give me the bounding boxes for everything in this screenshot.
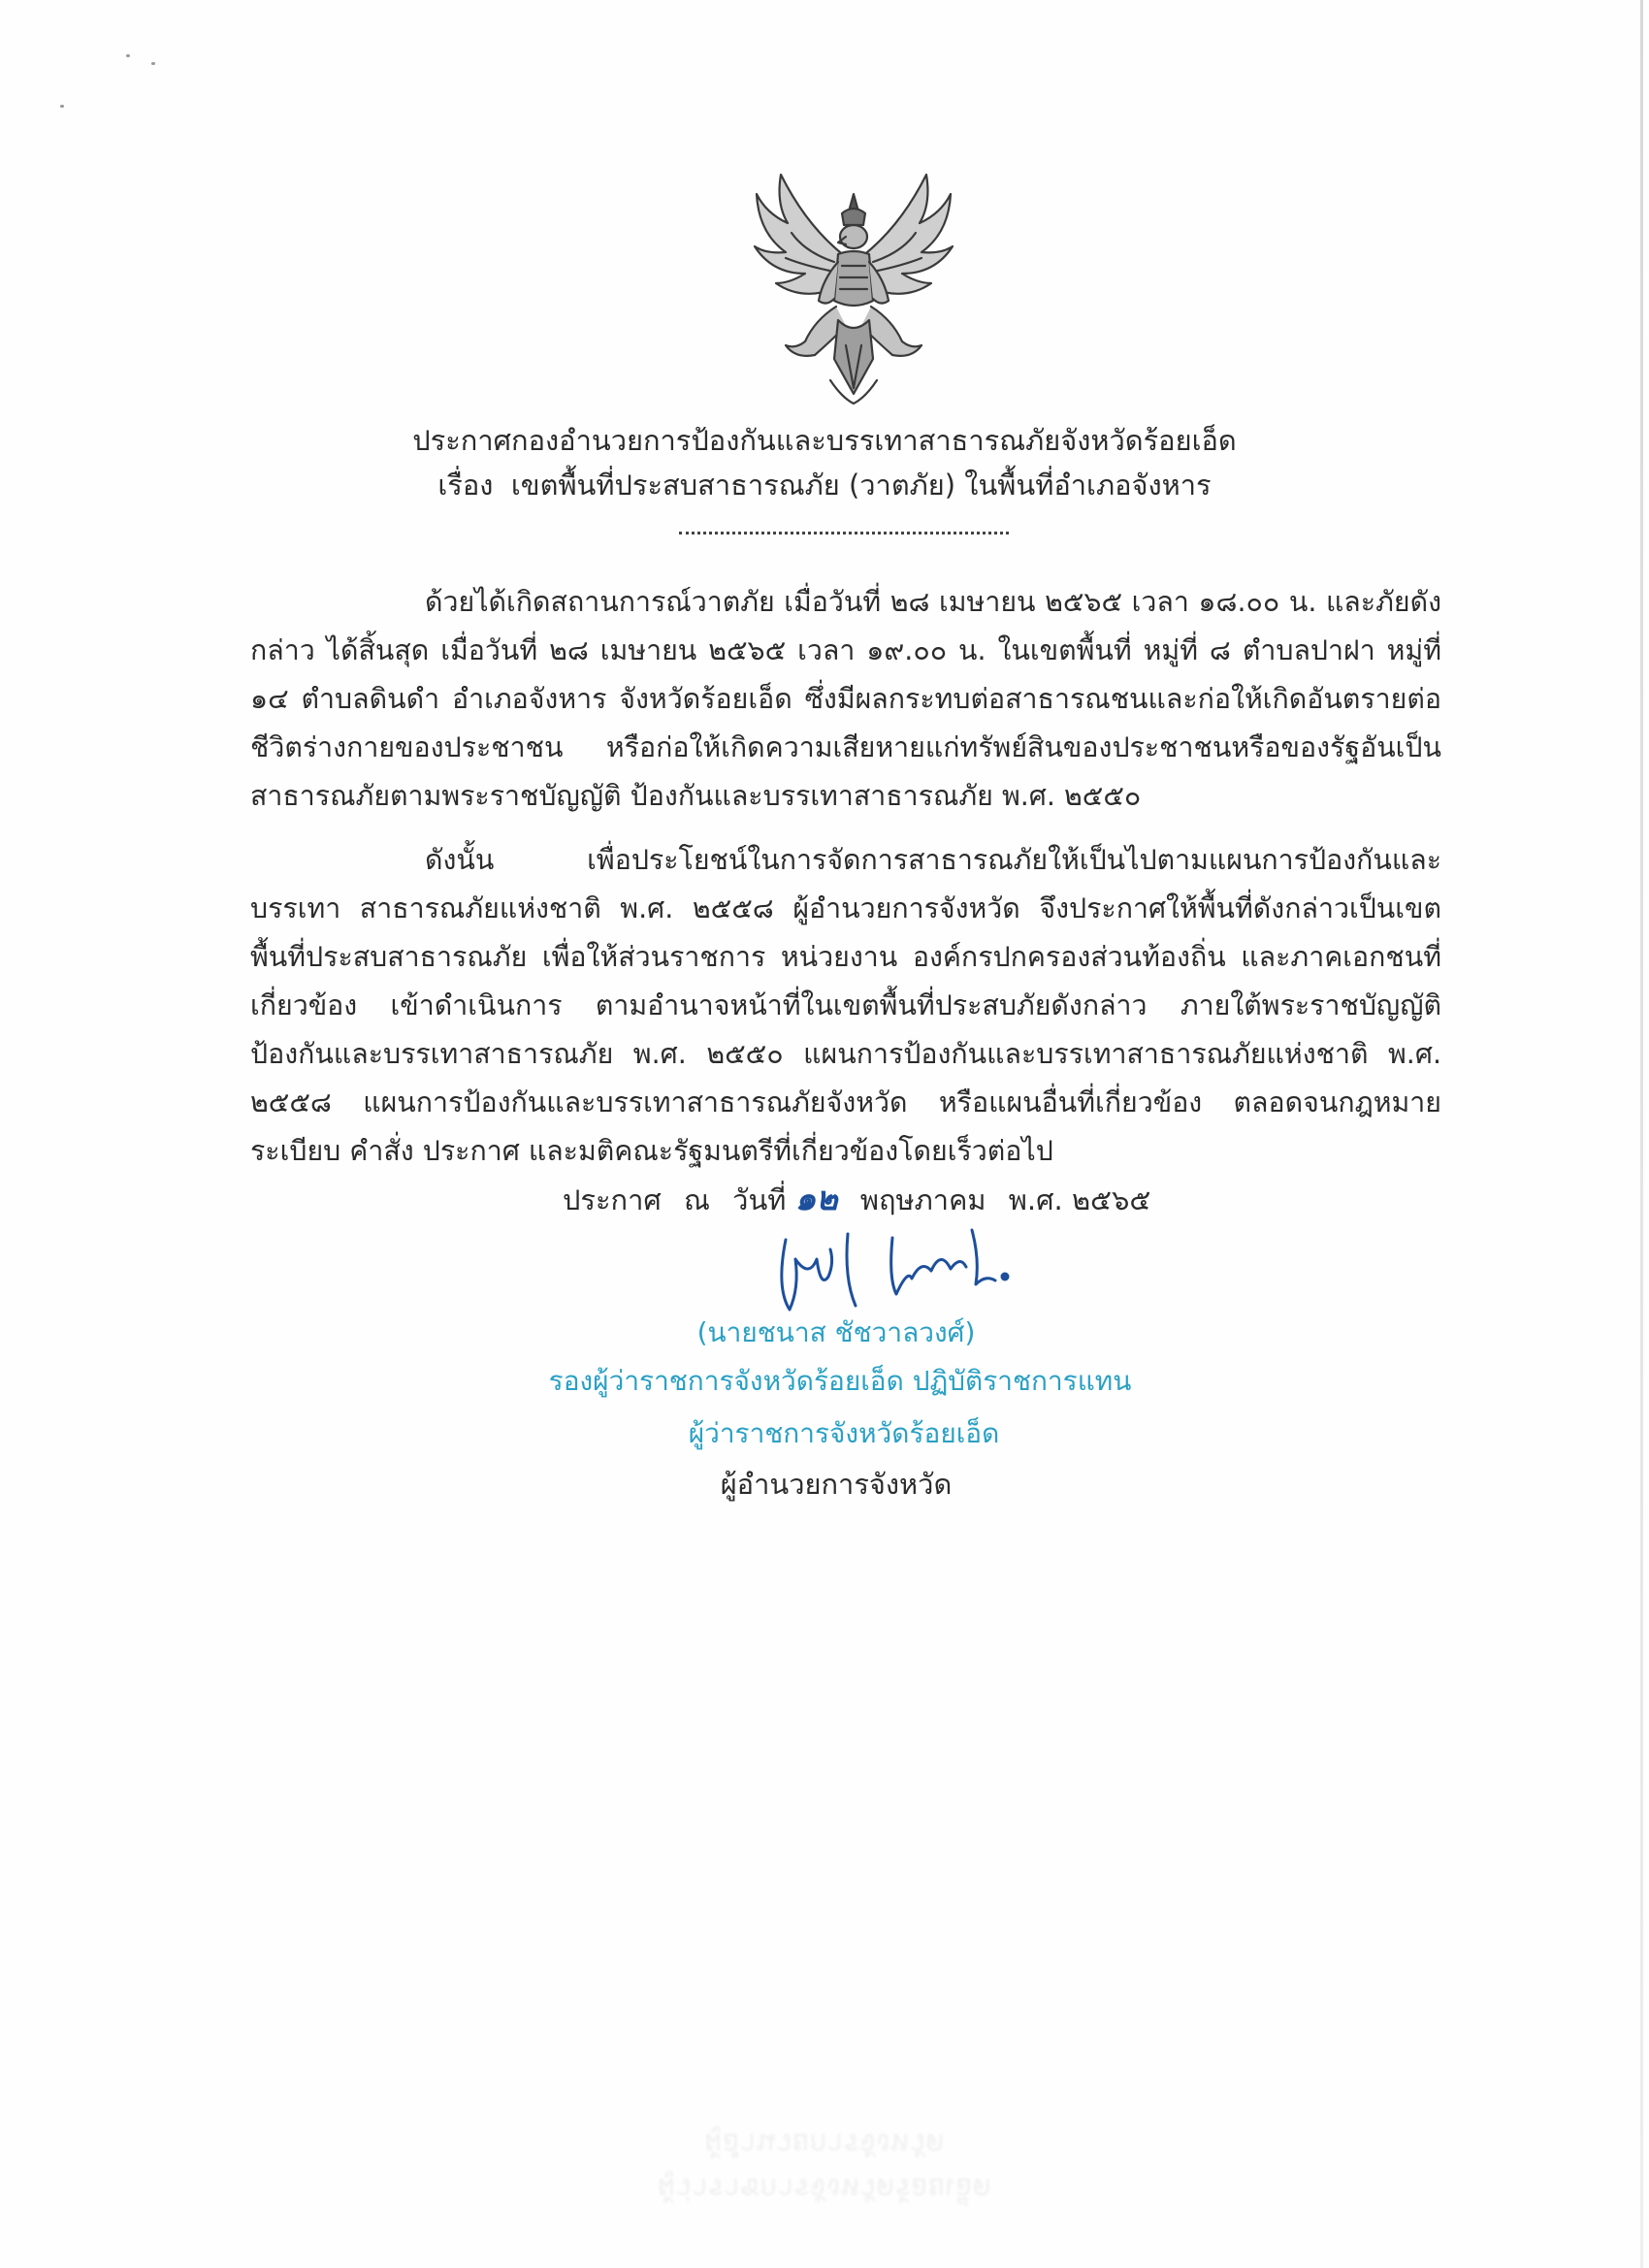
signatory-position: ผู้อำนวยการจังหวัด bbox=[720, 1468, 953, 1501]
body-paragraph-1: ด้วยได้เกิดสถานการณ์วาตภัย เมื่อวันที่ ๒๘ เมษายน ๒๕๖๕ เวลา ๑๘.๐๐ น. และภัยดังกล่าว ได้สิ้นสุด เมื่อวันที่ ๒๘ เมษายน ๒๕๖๕ เวลา ๑๙.๐๐ น. ในเขตพื้นที่ หมู่ที่ ๘ ตำบลปาฝา หมู่ที่ ๑๔ ตำบลดินดำ อำเภอจังหาร จังหวัดร้อยเอ็ด ซึ่งมีผลกระทบต่อสาธารณชนและก่อให้เกิดอันตรายต่อชีวิตร่างกายของประชาชน หรือก่อให้เกิดความเสียหายแก่ทรัพย์สินของประชาชนหรือของรัฐอันเป็นสาธารณภัยตามพระราชบัญญัติ ป้องกันและบรรเทาสาธารณภัย พ.ศ. ๒๕๕๐ bbox=[250, 586, 1441, 812]
date-day: ๑๒ bbox=[794, 1180, 838, 1218]
scan-edge bbox=[1640, 0, 1643, 2268]
date-month: พฤษภาคม bbox=[859, 1183, 986, 1216]
scan-speck bbox=[151, 62, 155, 65]
scan-speck bbox=[60, 105, 64, 108]
signatory-title-line-1: รองผู้ว่าราชการจังหวัดร้อยเอ็ด ปฏิบัติราชการแทน bbox=[548, 1365, 1132, 1397]
date-day-label: วันที่ bbox=[732, 1183, 787, 1216]
announcement-date bbox=[563, 1178, 1150, 1221]
bleed-through-text: ผู้ว่าราชการจังหวัดร้อยเอ็ด bbox=[658, 2171, 991, 2205]
scan-speck bbox=[126, 54, 130, 57]
title-separator bbox=[679, 532, 1009, 535]
subject-label: เรื่อง bbox=[437, 469, 494, 502]
signatory-name: (นายชนาส ชัชวาลวงศ์) bbox=[696, 1316, 976, 1348]
garuda-emblem-icon bbox=[737, 165, 970, 407]
bleed-through-text: ผู้อำนวยการจังหวัด bbox=[704, 2126, 945, 2160]
date-at: ณ bbox=[684, 1183, 710, 1216]
date-prefix: ประกาศ bbox=[563, 1183, 662, 1216]
announcement-title: ประกาศกองอำนวยการป้องกันและบรรเทาสาธารณภัยจังหวัดร้อยเอ็ด bbox=[412, 424, 1237, 457]
signatory-title-line-2: ผู้ว่าราชการจังหวัดร้อยเอ็ด bbox=[688, 1417, 1000, 1449]
handwritten-signature bbox=[766, 1220, 1057, 1327]
subject-text: เขตพื้นที่ประสบสาธารณภัย (วาตภัย) ในพื้นที่อำเภอจังหาร bbox=[510, 469, 1212, 502]
body-paragraph-2: ดังนั้น เพื่อประโยชน์ในการจัดการสาธารณภัยให้เป็นไปตามแผนการป้องกันและบรรเทา สาธารณภัยแห่งชาติ พ.ศ. ๒๕๕๘ ผู้อำนวยการจังหวัด จึงประกาศให้พื้นที่ดังกล่าวเป็นเขตพื้นที่ประสบสาธารณภัย เพื่อให้ส่วนราชการ หน่วยงาน องค์กรปกครองส่วนท้องถิ่น และภาคเอกชนที่เกี่ยวข้อง เข้าดำเนินการ ตามอำนาจหน้าที่ในเขตพื้นที่ประสบภัยดังกล่าว ภายใต้พระราชบัญญัติป้องกันและบรรเทาสาธารณภัย พ.ศ. ๒๕๕๐ แผนการป้องกันและบรรเทาสาธารณภัยแห่งชาติ พ.ศ. ๒๕๕๘ แผนการป้องกันและบรรเทาสาธารณภัยจังหวัด หรือแผนอื่นที่เกี่ยวข้อง ตลอดจนกฎหมาย ระเบียบ คำสั่ง ประกาศ และมติคณะรัฐมนตรีที่เกี่ยวข้องโดยเร็วต่อไป bbox=[250, 844, 1441, 1167]
announcement-subject bbox=[0, 464, 1649, 506]
date-year: พ.ศ. ๒๕๖๕ bbox=[1008, 1183, 1151, 1216]
